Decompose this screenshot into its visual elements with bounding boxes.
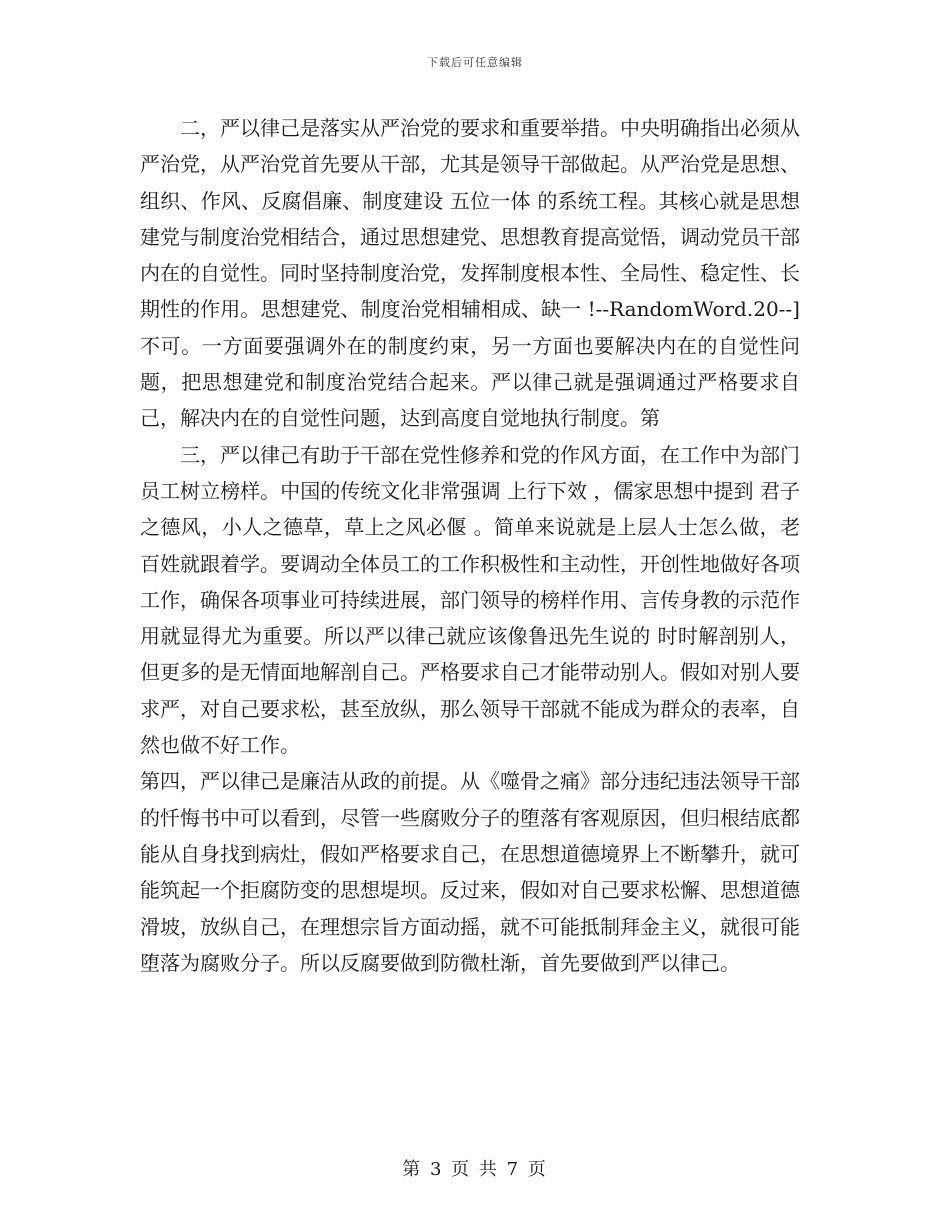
- paragraph-3: 三，严以律己有助于干部在党性修养和党的作风方面，在工作中为部门员工树立榜样。中国的传统文化非常强调 上行下效 ，儒家思想中提到 君子之德风，小人之德草，草上之风必偃 。简单来说就是上层人士怎么做，老百姓就跟着学。要调动全体员工的工作积极性和主动性，开创性地做好各项工作，确保各项事业可持续进展，部门领导的榜样作用、言传身教的示范作用就显得尤为重要。所以严以律己就应该像鲁迅先生说的 时时解剖别人，但更多的是无情面地解剖自己。严格要求自己才能带动别人。假如对别人要求严，对自己要求松，甚至放纵，那么领导干部就不能成为群众的表率，自然也做不好工作。: [140, 442, 800, 758]
- paragraph-2: 二，严以律己是落实从严治党的要求和重要举措。中央明确指出必须从严治党，从严治党首先要从干部，尤其是领导干部做起。从严治党是思想、组织、作风、反腐倡廉、制度建设 五位一体 的系统工程。其核心就是思想建党与制度治党相结合，通过思想建党、思想教育提高觉悟，调动党员干部内在的自觉性。同时坚持制度治党，发挥制度根本性、全局性、稳定性、长期性的作用。思想建党、制度治党相辅相成、缺一 !--RandomWord.20--]不可。一方面要强调外在的制度约束，另一方面也要解决内在的自觉性问题，把思想建党和制度治党结合起来。严以律己就是强调通过严格要求自己，解决内在的自觉性问题，达到高度自觉地执行制度。第: [140, 116, 800, 431]
- page-header-note: 下载后可任意编辑: [427, 56, 523, 69]
- page-number: 第 3 页 共 7 页: [402, 1159, 548, 1180]
- paragraph-4: 第四，严以律己是廉洁从政的前提。从《噬骨之痛》部分违纪违法领导干部的忏悔书中可以看到，尽管一些腐败分子的堕落有客观原因，但归根结底都能从自身找到病灶，假如严格要求自己，在思想道德境界上不断攀升，就可能筑起一个拒腐防变的思想堤坝。反过来，假如对自己要求松懈、思想道德滑坡，放纵自己，在理想宗旨方面动摇，就不可能抵制拜金主义，就很可能堕落为腐败分子。所以反腐要做到防微杜渐，首先要做到严以律己。: [140, 769, 800, 975]
- document-body: [140, 110, 800, 981]
